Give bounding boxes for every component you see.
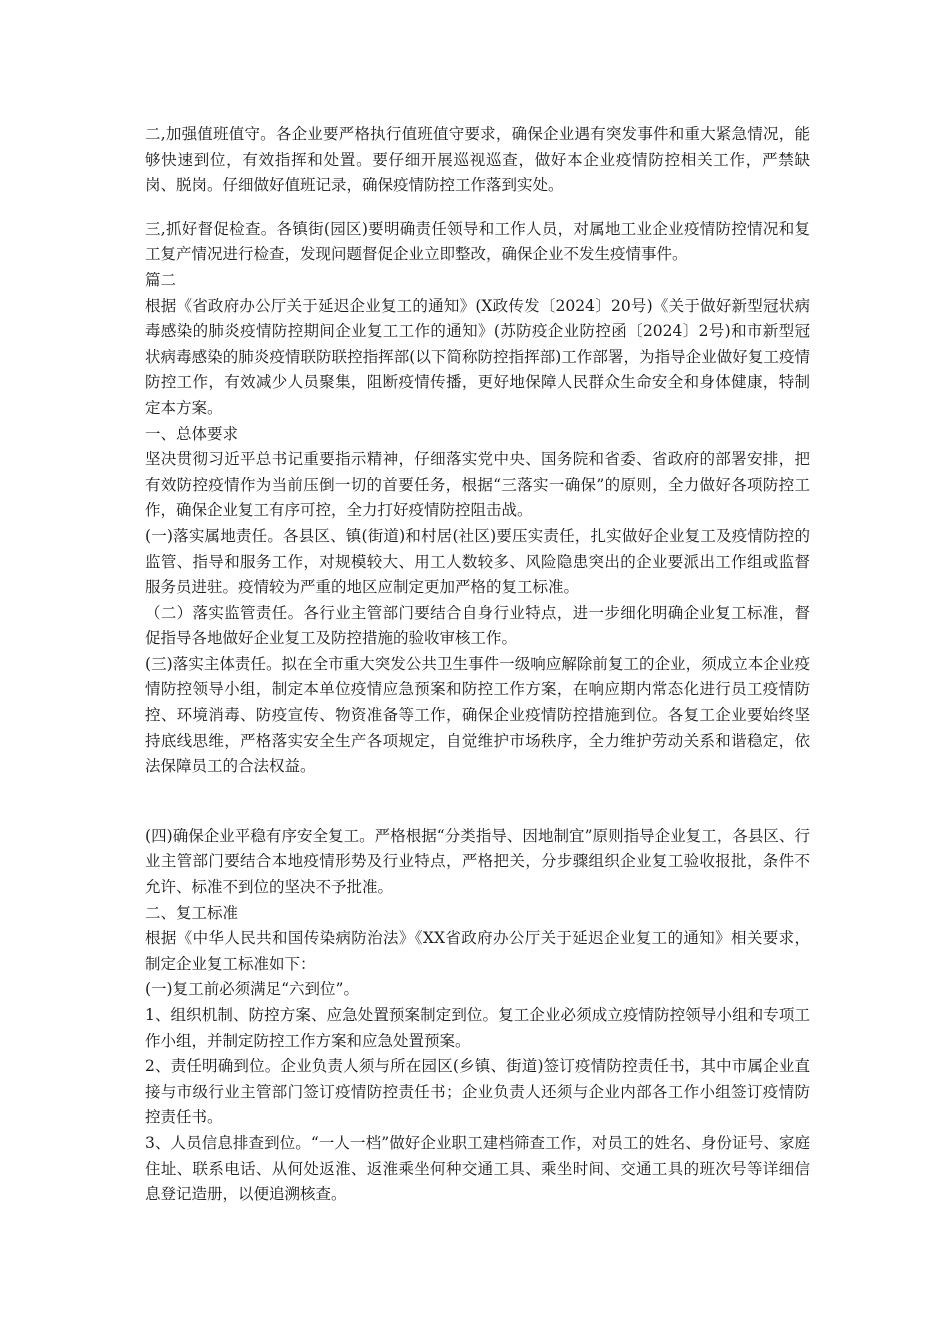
paragraph-regulatory-responsibility: （二）落实监管责任。各行业主管部门要结合自身行业特点，进一步细化明确企业复工标准，督促指导各地做好企业复工及防控措施的验收审核工作。 (145, 603, 810, 648)
list-item-organization: 1、组织机制、防控方案、应急处置预案制定到位。复工企业必须成立疫情防控领导小组和专项工作小组，并制定防控工作方案和应急处置预案。 (145, 1006, 810, 1050)
paragraph-basis: 根据《省政府办公厅关于延迟企业复工的通知》(X政传发〔2024〕20号)《关于做好新型冠状病毒感染的肺炎疫情防控期间企业复工工作的通知》(苏防疫企业防控函〔2024〕2号)和市新型冠状病毒感染的肺炎疫情联防联控指挥部(以下简称防控指挥部)工作部署，为指导企业做好复工疫情防控工作，有效减少人员聚集，阻断疫情传播，更好地保障人民群众生命安全和身体健康，特制定本方案。 (145, 296, 810, 417)
heading-general-requirements: 一、总体要求 (145, 424, 239, 443)
paragraph-six-in-place: (一)复工前必须满足“六到位”。 (145, 980, 359, 999)
list-item-personnel-screening: 3、人员信息排查到位。“一人一档”做好企业职工建档筛查工作，对员工的姓名、身份证号、家庭住址、联系电话、从何处返淮、返淮乘坐何种交通工具、乘坐时间、交通工具的班次号等详细信息登记造册，以便追溯核查。 (145, 1133, 810, 1204)
heading-resumption-standards: 二、复工标准 (145, 903, 239, 922)
paragraph-main-responsibility: (三)落实主体责任。拟在全市重大突发公共卫生事件一级响应解除前复工的企业，须成立本企业疫情防控领导小组，制定本单位疫情应急预案和防控工作方案，在响应期内常态化进行员工疫情防控、环境消毒、防疫宣传、物资准备等工作，确保企业疫情防控措施到位。各复工企业要始终坚持底线思维，严格落实安全生产各项规定，自觉维护市场秩序，全力维护劳动关系和谐稳定，依法保障员工的合法权益。 (145, 654, 810, 776)
list-item-responsibility: 2、责任明确到位。企业负责人须与所在园区(乡镇、街道)签订疫情防控责任书，其中市属企业直接与市级行业主管部门签订疫情防控责任书；企业负责人还须与企业内部各工作小组签订疫情防控责任书。 (145, 1057, 810, 1127)
paragraph-orderly-resumption: (四)确保企业平稳有序安全复工。严格根据“分类指导、因地制宜”原则指导企业复工，各县区、行业主管部门要结合本地疫情形势及行业特点，严格把关，分步骤组织企业复工验收报批，条件不允许、标准不到位的坚决不予批准。 (145, 826, 810, 897)
paragraph-territorial-responsibility: (一)落实属地责任。各县区、镇(街道)和村居(社区)要压实责任，扎实做好企业复工及疫情防控的监管、指导和服务工作，对规模较大、用工人数较多、风险隐患突出的企业要派出工作组或监督服务员进驻。疫情较为严重的地区应制定更加严格的复工标准。 (145, 526, 810, 597)
document-body (145, 122, 810, 1208)
paragraph-general-requirements: 坚决贯彻习近平总书记重要指示精神，仔细落实党中央、国务院和省委、省政府的部署安排，把有效防控疫情作为当前压倒一切的首要任务，根据“三落实一确保”的原则，全力做好各项防控工作，确保企业复工有序可控，全力打好疫情防控阻击战。 (145, 450, 810, 520)
paragraph-standards-basis: 根据《中华人民共和国传染病防治法》《XX省政府办公厅关于延迟企业复工的通知》相关要求，制定企业复工标准如下： (145, 929, 810, 973)
paragraph-supervision-check: 三,抓好督促检查。各镇街(园区)要明确责任领导和工作人员，对属地工业企业疫情防控情况和复工复产情况进行检查，发现问题督促企业立即整改，确保企业不发生疫情事件。 (145, 219, 810, 264)
paragraph-gap (145, 199, 810, 217)
paragraph-duty-watch: 二,加强值班值守。各企业要严格执行值班值守要求，确保企业遇有突发事件和重大紧急情况，能够快速到位，有效指挥和处置。要仔细开展巡视巡查，做好本企业疫情防控相关工作，严禁缺岗、脱岗。仔细做好值班记录，确保疫情防控工作落到实处。 (145, 125, 810, 195)
paragraph-gap (145, 780, 810, 824)
section-heading-part-two: 篇二 (145, 270, 177, 289)
